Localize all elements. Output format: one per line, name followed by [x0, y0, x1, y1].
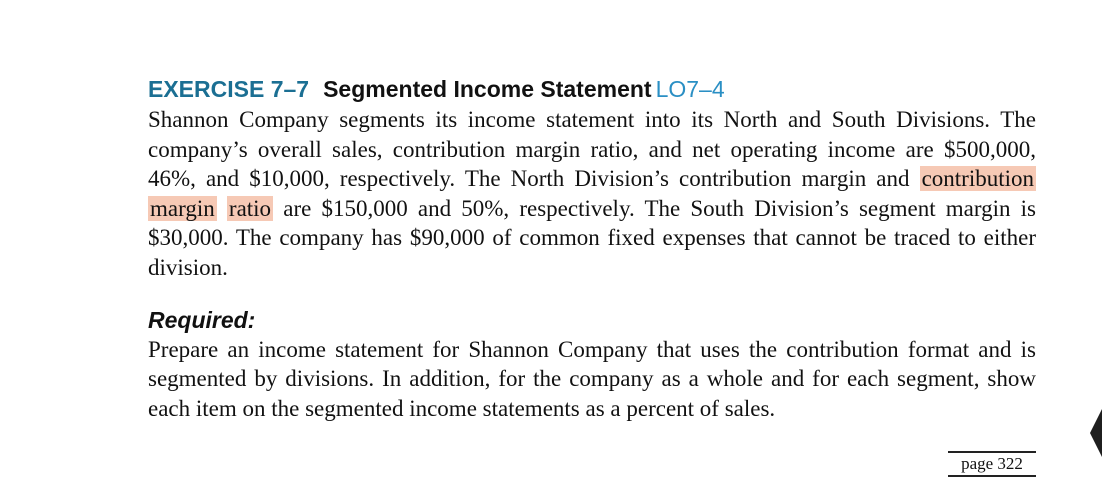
problem-text-part2: are $150,000 and 50%, respectively. The South Division’s segment margin is $30,000. The company has $90,000 of common fixed expenses that cannot be traced to either division. — [148, 195, 1037, 280]
exercise-block — [148, 73, 1036, 423]
highlighted-word[interactable]: contribution — [921, 166, 1034, 192]
exercise-title: Segmented Income Statement — [323, 76, 652, 102]
page-number-label: page 322 — [948, 451, 1036, 477]
problem-paragraph — [148, 105, 1036, 283]
problem-text-part1: Shannon Company segments its income statement into its North and South Divisions. The company’s overall sales, contribution margin ratio, and net operating income are $500,000, 46%, and $10,000, respectively. The North Division’s contribution margin and — [148, 107, 1036, 192]
required-paragraph: Prepare an income statement for Shannon Company that uses the contribution format and is segmented by divisions. In addition, for the company as a whole and for each segment, show each item on the segmented income statements as a percent of sales. — [148, 336, 1036, 421]
exercise-heading — [148, 73, 1036, 105]
learning-objective-link[interactable]: LO7–4 — [655, 76, 725, 102]
exercise-label: EXERCISE 7–7 — [148, 76, 310, 102]
page-turn-tab-icon[interactable] — [1090, 405, 1102, 461]
highlighted-word[interactable]: ratio — [228, 195, 272, 221]
required-heading: Required: — [148, 306, 256, 333]
highlighted-word[interactable]: margin — [150, 195, 215, 221]
